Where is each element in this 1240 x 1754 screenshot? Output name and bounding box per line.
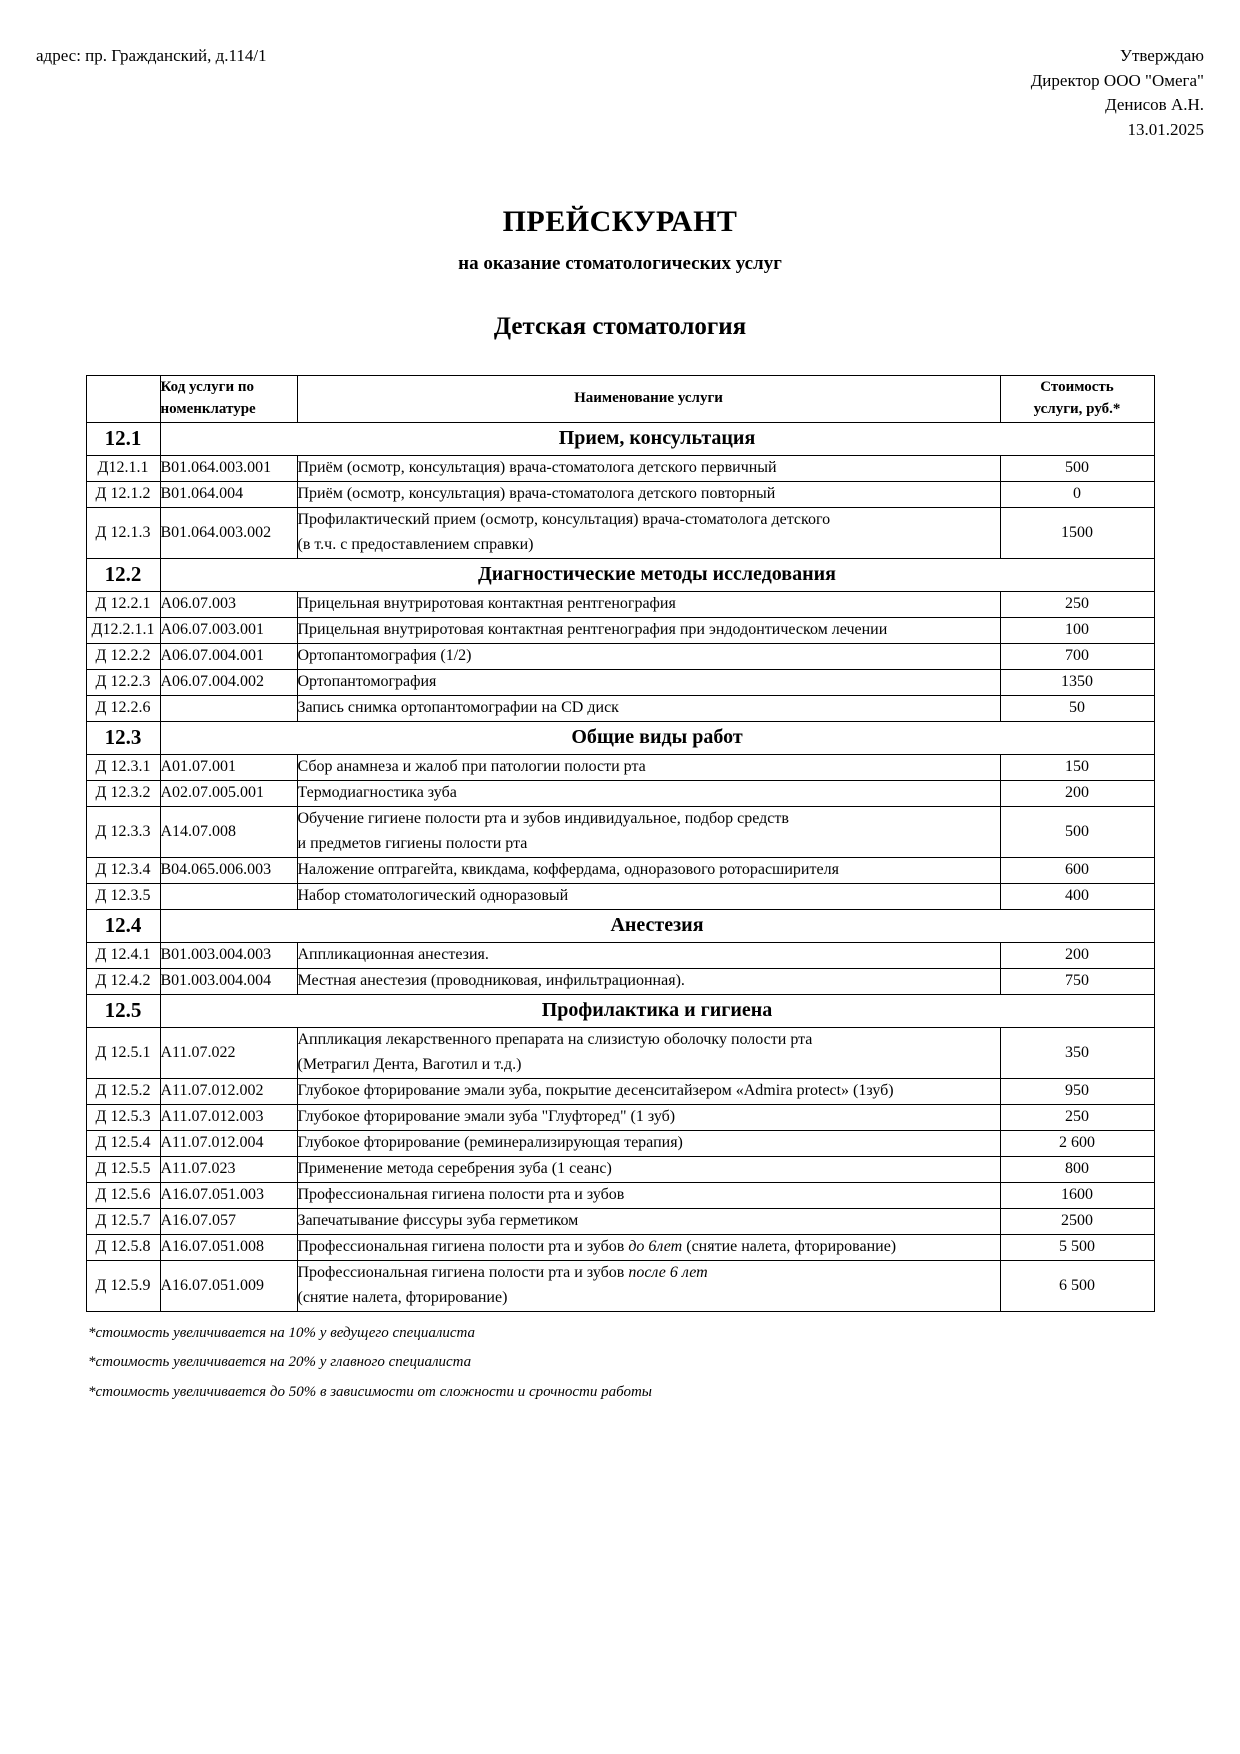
table-row <box>86 780 1154 806</box>
cell-price: 1350 <box>1000 669 1154 695</box>
document-subtitle: на оказание стоматологических услуг <box>458 252 782 274</box>
cell-price: 250 <box>1000 591 1154 617</box>
cell-name-line1: Ортопантомография <box>297 672 437 690</box>
column-header-code <box>160 375 297 422</box>
table-row <box>86 669 1154 695</box>
table-row <box>86 695 1154 721</box>
cell-code: A02.07.005.001 <box>160 780 297 806</box>
cell-index: Д 12.2.2 <box>86 643 160 669</box>
cell-index: Д 12.3.1 <box>86 754 160 780</box>
group-number: 12.4 <box>86 909 160 942</box>
group-number: 12.1 <box>86 422 160 455</box>
cell-index: Д 12.3.3 <box>86 806 160 857</box>
table-row <box>86 1130 1154 1156</box>
cell-code <box>160 883 297 909</box>
cell-code: B01.064.004 <box>160 481 297 507</box>
table-row <box>86 857 1154 883</box>
cell-code: A16.07.057 <box>160 1208 297 1234</box>
table-row <box>86 942 1154 968</box>
table-row <box>86 591 1154 617</box>
cell-code: B01.003.004.003 <box>160 942 297 968</box>
group-title: Профилактика и гигиена <box>160 994 1154 1027</box>
cell-name-line1: Местная анестезия (проводниковая, инфильтрационная). <box>297 971 685 989</box>
cell-price: 950 <box>1000 1078 1154 1104</box>
cell-code: A14.07.008 <box>160 806 297 857</box>
cell-name-line1: Аппликационная анестезия. <box>297 945 489 963</box>
cell-name <box>297 507 1000 558</box>
cell-code: B01.064.003.001 <box>160 455 297 481</box>
cell-index: Д 12.5.2 <box>86 1078 160 1104</box>
column-header-price <box>1000 375 1154 422</box>
cell-price: 100 <box>1000 617 1154 643</box>
cell-name-line1: Глубокое фторирование (реминерализирующая терапия) <box>297 1133 683 1151</box>
cell-name-line1: Термодиагностика зуба <box>297 783 457 801</box>
table-row <box>86 617 1154 643</box>
cell-code: A11.07.012.003 <box>160 1104 297 1130</box>
cell-name <box>297 669 1000 695</box>
cell-index: Д 12.2.6 <box>86 695 160 721</box>
cell-name-line1 <box>298 1235 1000 1260</box>
cell-price: 750 <box>1000 968 1154 994</box>
section-title: Детская стоматология <box>493 312 747 340</box>
approval-line-2: Директор ООО "Омега" <box>1030 70 1204 90</box>
cell-name-line1: Запечатывание фиссуры зуба герметиком <box>297 1211 579 1229</box>
cell-name <box>297 754 1000 780</box>
table-row <box>86 968 1154 994</box>
column-header-price-line2: услуги, руб.* <box>1033 400 1121 417</box>
table-row <box>86 754 1154 780</box>
cell-name <box>297 591 1000 617</box>
approval-date: 13.01.2025 <box>1127 119 1204 139</box>
cell-price: 250 <box>1000 1104 1154 1130</box>
column-header-code-line1: Код услуги по <box>160 379 254 396</box>
table-row <box>86 1156 1154 1182</box>
cell-name-line1: Ортопантомография (1/2) <box>297 646 472 664</box>
cell-name-line1: Набор стоматологический одноразовый <box>297 886 569 904</box>
cell-name-line1: Профессиональная гигиена полости рта и зубов <box>297 1185 625 1203</box>
cell-index: Д 12.5.5 <box>86 1156 160 1182</box>
cell-price: 200 <box>1000 780 1154 806</box>
cell-price: 6 500 <box>1000 1260 1154 1311</box>
footnote-item: *стоимость увеличивается до 50% в зависимости от сложности и срочности работы <box>88 1384 652 1401</box>
cell-price: 400 <box>1000 883 1154 909</box>
group-row <box>86 909 1154 942</box>
approval-line-3: Денисов А.Н. <box>1105 95 1204 115</box>
cell-price: 1500 <box>1000 507 1154 558</box>
column-header-name: Наименование услуги <box>297 375 1000 422</box>
group-title: Общие виды работ <box>160 721 1154 754</box>
cell-code <box>160 695 297 721</box>
cell-price: 2500 <box>1000 1208 1154 1234</box>
cell-code: A11.07.023 <box>160 1156 297 1182</box>
cell-name <box>297 806 1000 857</box>
cell-name-line1: Прицельная внутриротовая контактная рентгенография <box>297 594 676 612</box>
cell-code: B01.064.003.002 <box>160 507 297 558</box>
group-number: 12.3 <box>86 721 160 754</box>
cell-name <box>297 1104 1000 1130</box>
group-row <box>86 422 1154 455</box>
table-row <box>86 1260 1154 1311</box>
cell-price: 200 <box>1000 942 1154 968</box>
cell-name-line1: Прицельная внутриротовая контактная рентгенография при эндодонтическом лечении <box>297 620 888 638</box>
price-table <box>86 375 1155 1312</box>
cell-name <box>297 857 1000 883</box>
cell-code: A06.07.004.002 <box>160 669 297 695</box>
cell-name-emphasis: до 6лет <box>628 1237 683 1255</box>
cell-price: 2 600 <box>1000 1130 1154 1156</box>
cell-code: A06.07.003.001 <box>160 617 297 643</box>
cell-index: Д 12.3.2 <box>86 780 160 806</box>
cell-name <box>297 968 1000 994</box>
table-row <box>86 1182 1154 1208</box>
cell-name-line2: (в т.ч. с предоставлением справки) <box>297 535 534 553</box>
cell-name-line1: Запись снимка ортопантомографии на CD диск <box>297 698 619 716</box>
cell-name <box>297 1260 1000 1311</box>
cell-code: A11.07.012.002 <box>160 1078 297 1104</box>
cell-name-line1: Глубокое фторирование эмали зуба, покрытие десенситайзером «Admira protect» (1зуб) <box>297 1081 894 1099</box>
cell-name-line1: Приём (осмотр, консультация) врача-стоматолога детского повторный <box>297 484 776 502</box>
cell-name <box>297 1208 1000 1234</box>
cell-index: Д 12.5.8 <box>86 1234 160 1260</box>
cell-name <box>297 617 1000 643</box>
table-row <box>86 1078 1154 1104</box>
cell-price: 0 <box>1000 481 1154 507</box>
cell-name <box>297 481 1000 507</box>
cell-name <box>297 695 1000 721</box>
group-number: 12.2 <box>86 558 160 591</box>
cell-name-prefix: Профессиональная гигиена полости рта и зубов <box>297 1237 629 1255</box>
cell-price: 500 <box>1000 806 1154 857</box>
cell-name <box>297 1234 1000 1260</box>
table-row <box>86 1208 1154 1234</box>
cell-price: 50 <box>1000 695 1154 721</box>
cell-name <box>297 1027 1000 1078</box>
cell-name-line1: Сбор анамнеза и жалоб при патологии полости рта <box>297 757 646 775</box>
cell-code: A01.07.001 <box>160 754 297 780</box>
group-number: 12.5 <box>86 994 160 1027</box>
cell-name-line1: Применение метода серебрения зуба (1 сеанс) <box>297 1159 612 1177</box>
column-header-code-line2: номенклатуре <box>160 400 256 417</box>
group-row <box>86 721 1154 754</box>
cell-index: Д 12.2.3 <box>86 669 160 695</box>
cell-index: Д 12.4.2 <box>86 968 160 994</box>
table-header-row <box>86 375 1154 422</box>
cell-index: Д 12.3.5 <box>86 883 160 909</box>
footnote-item: *стоимость увеличивается на 10% у ведущего специалиста <box>88 1324 476 1341</box>
cell-name <box>297 1182 1000 1208</box>
table-row <box>86 455 1154 481</box>
cell-name-line1: Приём (осмотр, консультация) врача-стоматолога детского первичный <box>297 458 777 476</box>
table-row <box>86 1027 1154 1078</box>
cell-code: A06.07.003 <box>160 591 297 617</box>
document-header <box>36 44 1204 143</box>
cell-index: Д12.2.1.1 <box>86 617 160 643</box>
cell-name <box>297 1078 1000 1104</box>
table-row <box>86 883 1154 909</box>
cell-code: A16.07.051.003 <box>160 1182 297 1208</box>
cell-price: 150 <box>1000 754 1154 780</box>
cell-name-line2: (Метрагил Дента, Ваготил и т.д.) <box>297 1055 522 1073</box>
column-header-index <box>86 375 160 422</box>
cell-price: 700 <box>1000 643 1154 669</box>
cell-price: 800 <box>1000 1156 1154 1182</box>
cell-price: 5 500 <box>1000 1234 1154 1260</box>
cell-price: 350 <box>1000 1027 1154 1078</box>
cell-index: Д 12.1.2 <box>86 481 160 507</box>
cell-code: A11.07.012.004 <box>160 1130 297 1156</box>
cell-index: Д 12.1.3 <box>86 507 160 558</box>
footnote-item: *стоимость увеличивается на 20% у главного специалиста <box>88 1354 472 1371</box>
table-row <box>86 1104 1154 1130</box>
table-head <box>86 375 1154 422</box>
group-row <box>86 558 1154 591</box>
group-title: Диагностические методы исследования <box>160 558 1154 591</box>
cell-name <box>297 780 1000 806</box>
cell-price: 600 <box>1000 857 1154 883</box>
cell-name-suffix: (снятие налета, фторирование) <box>682 1237 897 1255</box>
cell-name-line1 <box>298 1261 1000 1286</box>
cell-name-line1: Аппликация лекарственного препарата на слизистую оболочку полости рта <box>297 1030 813 1048</box>
cell-name <box>297 455 1000 481</box>
approval-block <box>1031 44 1204 143</box>
cell-index: Д 12.4.1 <box>86 942 160 968</box>
table-row <box>86 643 1154 669</box>
cell-code: A11.07.022 <box>160 1027 297 1078</box>
cell-index: Д 12.2.1 <box>86 591 160 617</box>
clinic-address: адрес: пр. Гражданский, д.114/1 <box>36 46 267 65</box>
group-row <box>86 994 1154 1027</box>
cell-index: Д12.1.1 <box>86 455 160 481</box>
cell-index: Д 12.5.9 <box>86 1260 160 1311</box>
cell-name-line2: (снятие налета, фторирование) <box>297 1288 508 1306</box>
cell-code: A16.07.051.008 <box>160 1234 297 1260</box>
cell-price: 1600 <box>1000 1182 1154 1208</box>
cell-name <box>297 942 1000 968</box>
cell-name-line2: и предметов гигиены полости рта <box>297 834 528 852</box>
cell-name-line1: Профилактический прием (осмотр, консультация) врача-стоматолога детского <box>297 510 831 528</box>
cell-index: Д 12.3.4 <box>86 857 160 883</box>
table-row <box>86 806 1154 857</box>
table-body <box>86 422 1154 1311</box>
cell-name <box>297 1130 1000 1156</box>
table-row <box>86 481 1154 507</box>
cell-index: Д 12.5.7 <box>86 1208 160 1234</box>
group-title: Анестезия <box>160 909 1154 942</box>
cell-name-prefix: Профессиональная гигиена полости рта и зубов <box>297 1263 629 1281</box>
cell-code: B04.065.006.003 <box>160 857 297 883</box>
cell-name <box>297 643 1000 669</box>
cell-name <box>297 883 1000 909</box>
cell-price: 500 <box>1000 455 1154 481</box>
table-row <box>86 1234 1154 1260</box>
document-title: ПРЕЙСКУРАНТ <box>502 204 738 238</box>
group-title: Прием, консультация <box>160 422 1154 455</box>
cell-name-line1: Глубокое фторирование эмали зуба "Глуфторед" (1 зуб) <box>297 1107 676 1125</box>
cell-name <box>297 1156 1000 1182</box>
approval-line-1: Утверждаю <box>1119 46 1204 65</box>
cell-name-line1: Обучение гигиене полости рта и зубов индивидуальное, подбор средств <box>297 809 789 827</box>
cell-index: Д 12.5.3 <box>86 1104 160 1130</box>
cell-index: Д 12.5.6 <box>86 1182 160 1208</box>
footnotes <box>86 1312 1154 1408</box>
cell-index: Д 12.5.1 <box>86 1027 160 1078</box>
cell-name-emphasis: после 6 лет <box>628 1263 708 1281</box>
cell-name-line1: Наложение оптрагейта, квикдама, коффердама, одноразового роторасширителя <box>297 860 839 878</box>
cell-code: A06.07.004.001 <box>160 643 297 669</box>
cell-index: Д 12.5.4 <box>86 1130 160 1156</box>
column-header-price-line1: Стоимость <box>1040 379 1114 396</box>
cell-code: A16.07.051.009 <box>160 1260 297 1311</box>
table-row <box>86 507 1154 558</box>
cell-code: B01.003.004.004 <box>160 968 297 994</box>
